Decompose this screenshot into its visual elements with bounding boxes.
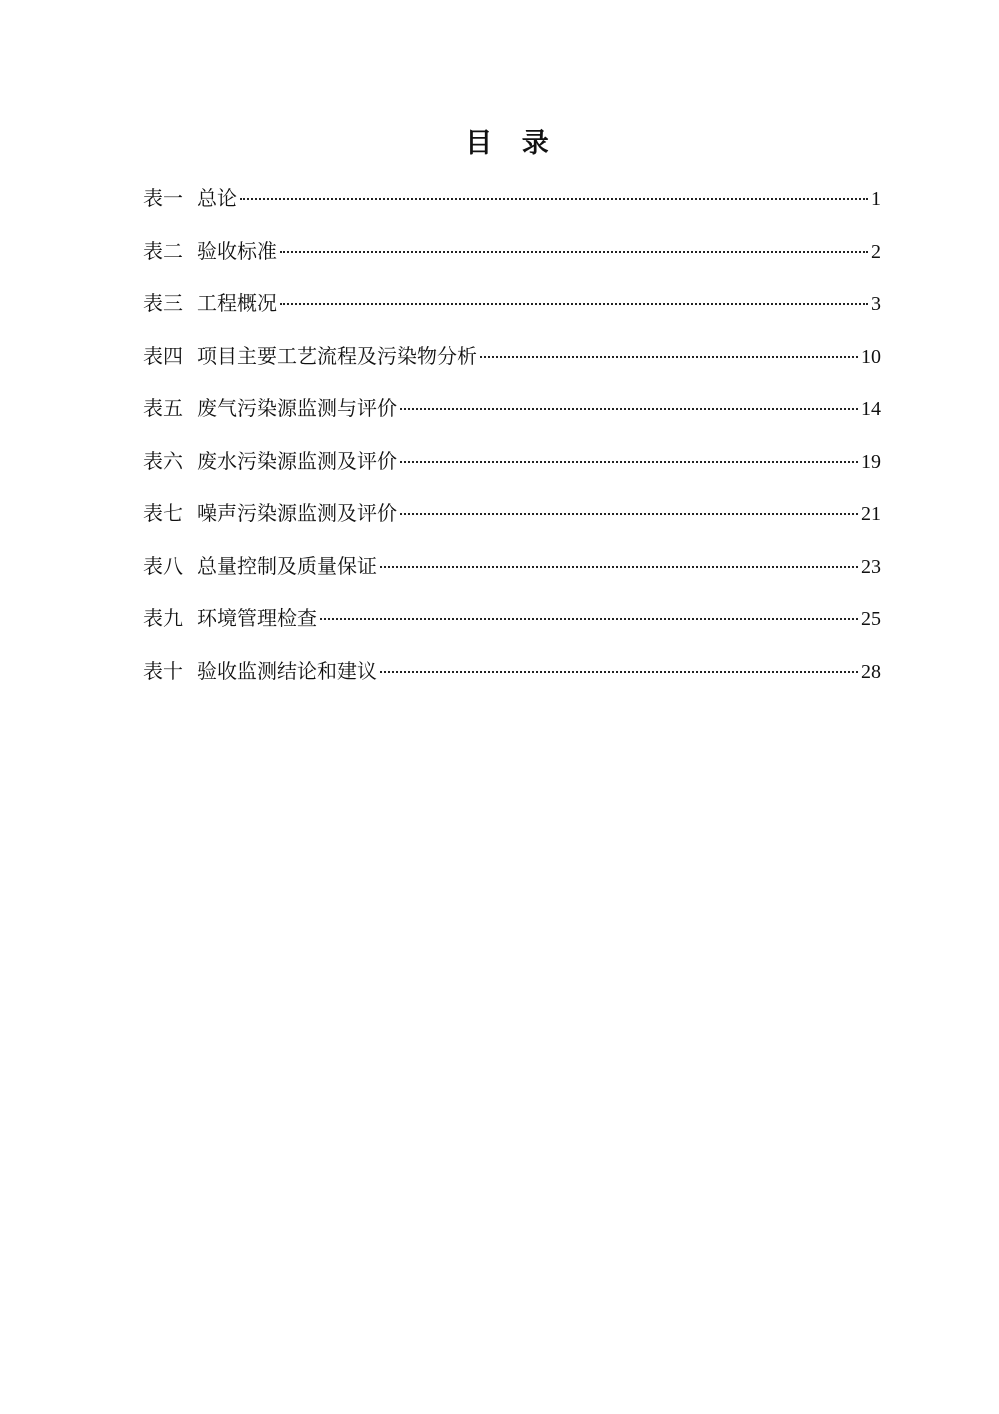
toc-dot-leader <box>280 303 868 305</box>
toc-entry[interactable] <box>143 229 881 282</box>
toc-entry-page: 2 <box>871 240 881 263</box>
toc-entry-number: 表九 <box>143 606 183 630</box>
toc-entry-page: 28 <box>861 660 881 683</box>
toc-entry-page: 23 <box>861 555 881 578</box>
toc-entry-label <box>143 596 317 640</box>
toc-entry-title: 噪声污染源监测及评价 <box>197 501 397 525</box>
toc-entry-title: 验收监测结论和建议 <box>197 658 377 683</box>
toc-dot-leader <box>400 461 858 463</box>
toc-entry-label <box>143 386 397 430</box>
toc-entry-title: 废水污染源监测及评价 <box>197 448 397 473</box>
toc-entry-title: 工程概况 <box>197 291 277 315</box>
toc-entry-label <box>143 649 377 693</box>
toc-entry-title: 验收标准 <box>197 238 277 263</box>
toc-entry-title: 总论 <box>197 186 237 210</box>
page-title: 目 录 <box>465 128 559 159</box>
toc-entry-title: 废气污染源监测与评价 <box>197 396 397 420</box>
table-of-contents <box>143 176 881 701</box>
toc-entry-number: 表一 <box>143 186 183 210</box>
toc-dot-leader <box>240 198 868 200</box>
toc-entry-number: 表八 <box>143 553 183 578</box>
toc-entry-page: 10 <box>861 345 881 368</box>
toc-entry-number: 表六 <box>143 448 183 473</box>
toc-entry-title: 总量控制及质量保证 <box>197 553 377 578</box>
toc-entry-label <box>143 439 397 483</box>
toc-entry[interactable] <box>143 596 881 649</box>
toc-entry-page: 14 <box>861 398 881 420</box>
toc-entry-number: 表三 <box>143 291 183 315</box>
toc-entry-number: 表二 <box>143 238 183 263</box>
toc-entry-title: 项目主要工艺流程及污染物分析 <box>197 343 477 368</box>
toc-entry[interactable] <box>143 386 881 439</box>
toc-entry-page: 1 <box>871 188 881 210</box>
toc-entry-number: 表四 <box>143 343 183 368</box>
toc-entry-label <box>143 176 237 220</box>
toc-entry-number: 表七 <box>143 501 183 525</box>
toc-entry-page: 25 <box>861 608 881 630</box>
toc-dot-leader <box>320 618 858 620</box>
toc-dot-leader <box>380 671 858 673</box>
toc-dot-leader <box>280 251 868 253</box>
toc-entry[interactable] <box>143 334 881 387</box>
toc-entry-number: 表五 <box>143 396 183 420</box>
toc-entry-page: 3 <box>871 293 881 315</box>
toc-dot-leader <box>400 408 858 410</box>
toc-entry[interactable] <box>143 439 881 492</box>
toc-entry-number: 表十 <box>143 658 183 683</box>
toc-entry-label <box>143 229 277 273</box>
toc-dot-leader <box>400 513 858 515</box>
toc-entry-label <box>143 334 477 378</box>
toc-dot-leader <box>380 566 858 568</box>
toc-entry-page: 19 <box>861 450 881 473</box>
toc-dot-leader <box>480 356 858 358</box>
toc-entry-page: 21 <box>861 503 881 525</box>
toc-entry[interactable] <box>143 491 881 544</box>
toc-entry[interactable] <box>143 544 881 597</box>
toc-entry[interactable] <box>143 649 881 702</box>
toc-entry[interactable] <box>143 281 881 334</box>
toc-entry[interactable] <box>143 176 881 229</box>
toc-entry-label <box>143 281 277 325</box>
toc-entry-title: 环境管理检查 <box>197 606 317 630</box>
toc-entry-label <box>143 491 397 535</box>
toc-entry-label <box>143 544 377 588</box>
